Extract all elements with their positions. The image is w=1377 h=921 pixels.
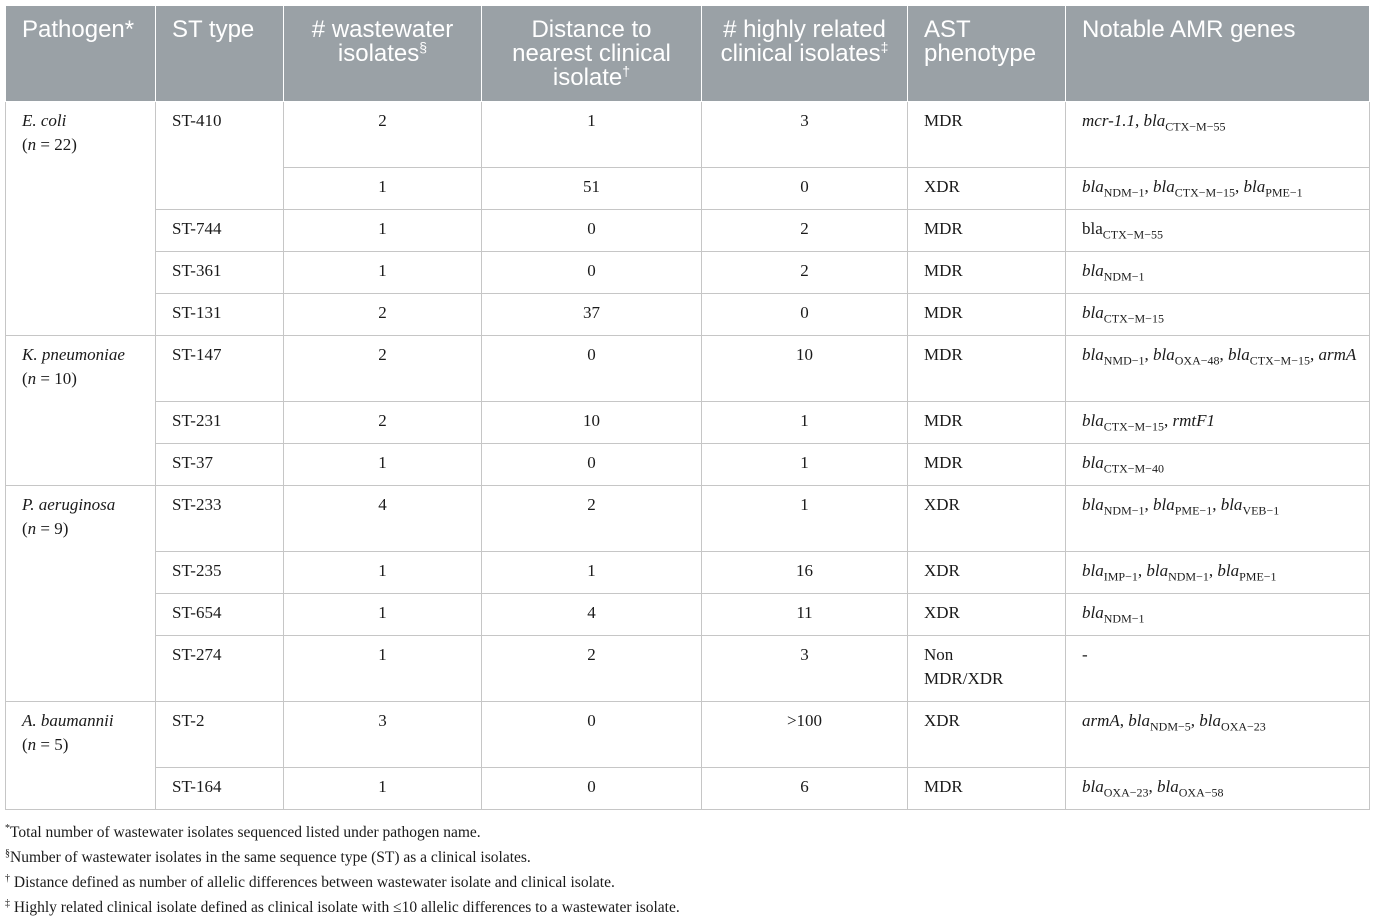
footnotes [5,820,1369,920]
amr-gene [1082,711,1120,730]
wastewater-count-cell: 2 [284,294,482,336]
amr-gene-base: bla [1153,345,1175,364]
amr-gene [1082,603,1145,626]
highly-related-cell: >100 [702,702,908,768]
amr-gene [1146,561,1209,584]
table-body [6,102,1370,810]
header-amr-genes: Notable AMR genes [1066,6,1370,102]
wastewater-count-cell: 1 [284,636,482,702]
amr-gene [1082,345,1145,368]
ast-phenotype-cell: Non MDR/XDR [908,636,1066,702]
amr-gene-subscript: NDM−5 [1150,719,1191,734]
amr-gene-base: bla [1082,411,1104,430]
amr-gene-subscript: CTX−M−15 [1103,311,1164,326]
table-row [6,294,1370,336]
pathogen-count: (n = 9) [22,519,69,538]
footnote [5,870,1369,895]
amr-gene-subscript: OXA−23 [1103,785,1149,800]
amr-genes-cell: mcr-1.1, bla$_{CTX-M-55}$ [1066,102,1370,168]
ast-phenotype-cell: MDR [908,402,1066,444]
header-st-type: ST type [156,6,284,102]
wastewater-count-cell: 1 [284,210,482,252]
header-wastewater-isolates: # wastewater isolates§ [284,6,482,102]
table-row [6,402,1370,444]
amr-genes-cell [1066,636,1370,702]
highly-related-cell: 0 [702,168,908,210]
amr-genes-cell: bla$_{NMD-1}$, bla$_{OXA-48}$, bla$_{CTX-M-15}$, armA [1066,336,1370,402]
amr-genes-cell [1066,210,1370,252]
wastewater-count-cell: 2 [284,336,482,402]
footnote-mark: ‡ [5,897,10,909]
amr-gene [1082,111,1135,130]
pathogen-name: P. aeruginosa [22,495,116,514]
st-type-cell: ST-164 [156,768,284,810]
highly-related-cell: 16 [702,552,908,594]
amr-gene [1128,711,1191,734]
amr-gene [1082,411,1164,434]
amr-gene-subscript: NDM−1 [1103,269,1145,284]
amr-gene-base: rmtF1 [1172,411,1215,430]
amr-gene-subscript: NDM−1 [1103,611,1145,626]
highly-related-cell: 1 [702,444,908,486]
ast-phenotype-cell: MDR [908,768,1066,810]
amr-gene-base: bla [1146,561,1169,580]
amr-gene [1082,219,1163,242]
ast-phenotype-cell: MDR [908,210,1066,252]
amr-genes-cell [1066,252,1370,294]
amr-gene-base: - [1082,645,1088,664]
amr-gene [1153,345,1220,368]
amr-genes-cell: bla$_{CTX-M-15}$, rmtF1 [1066,402,1370,444]
amr-gene [1157,777,1224,800]
wastewater-count-cell: 1 [284,768,482,810]
amr-gene-subscript: CTX−M−15 [1249,353,1310,368]
amr-gene-subscript: NDM−1 [1103,503,1145,518]
amr-gene-subscript: CTX−M−15 [1103,419,1164,434]
st-type-cell: ST-654 [156,594,284,636]
footnote-mark: * [5,822,10,834]
amr-genes-cell: bla$_{NDM-1}$, bla$_{CTX-M-15}$, bla$_{PME-1}$ [1066,168,1370,210]
table-row [6,336,1370,402]
footnote-text: Total number of wastewater isolates sequenced listed under pathogen name. [10,824,481,841]
amr-gene-subscript: CTX−M−55 [1165,119,1226,134]
amr-gene-base: bla [1128,711,1151,730]
ast-phenotype-cell: MDR [908,444,1066,486]
distance-cell: 0 [482,210,702,252]
wastewater-count-cell: 4 [284,486,482,552]
table-row [6,552,1370,594]
amr-gene-base: bla [1082,561,1104,580]
table-row [6,594,1370,636]
highly-related-cell: 10 [702,336,908,402]
highly-related-cell: 3 [702,102,908,168]
footnote [5,820,1369,845]
st-type-cell: ST-147 [156,336,284,402]
amr-gene [1082,177,1145,200]
header-distance: Distance to nearest clinical isolate† [482,6,702,102]
pathogen-name: A. baumannii [22,711,114,730]
ast-phenotype-cell: MDR [908,102,1066,168]
amr-gene [1217,561,1277,584]
distance-cell: 0 [482,336,702,402]
amr-gene-subscript: OXA−23 [1221,719,1266,734]
table-row [6,702,1370,768]
st-type-cell: ST-410 [156,102,284,210]
amr-gene [1082,303,1164,326]
table-row [6,486,1370,552]
amr-genes-cell: bla$_{IMP-1}$, bla$_{NDM-1}$, bla$_{PME-1}$ [1066,552,1370,594]
header-ast-phenotype: AST phenotype [908,6,1066,102]
amr-genes-cell [1066,444,1370,486]
distance-cell: 0 [482,702,702,768]
header-highly-related: # highly related clinical isolates‡ [702,6,908,102]
pathogen-cell [6,336,156,486]
st-type-cell: ST-744 [156,210,284,252]
amr-gene [1153,177,1235,200]
st-type-cell: ST-235 [156,552,284,594]
amr-gene-base: bla [1082,303,1104,322]
table-row [6,102,1370,168]
wastewater-count-cell: 1 [284,594,482,636]
amr-gene-subscript: NDM−1 [1103,185,1145,200]
amr-gene-subscript: PME−1 [1239,569,1277,584]
distance-cell: 10 [482,402,702,444]
distance-cell: 2 [482,486,702,552]
amr-gene [1153,495,1213,518]
highly-related-cell: 0 [702,294,908,336]
amr-gene-base: bla [1082,495,1104,514]
amr-gene [1172,411,1215,430]
highly-related-cell: 2 [702,252,908,294]
distance-cell: 1 [482,552,702,594]
footnote-mark: § [5,847,10,859]
amr-genes-cell: armA, bla$_{NDM-5}$, bla$_{OXA-23}$ [1066,702,1370,768]
ast-phenotype-cell: MDR [908,294,1066,336]
results-table [5,5,1370,810]
distance-cell: 0 [482,252,702,294]
wastewater-count-cell: 2 [284,402,482,444]
amr-gene-base: bla [1082,777,1104,796]
footnote-text: Number of wastewater isolates in the same sequence type (ST) as a clinical isolates. [10,849,531,866]
ast-phenotype-cell: MDR [908,252,1066,294]
st-type-cell: ST-2 [156,702,284,768]
ast-phenotype-cell: XDR [908,702,1066,768]
amr-gene [1199,711,1266,734]
wastewater-count-cell: 1 [284,168,482,210]
amr-gene-base: armA [1318,345,1357,364]
footnote-text: Distance defined as number of allelic differences between wastewater isolate and clinical isolate. [10,874,615,891]
amr-gene-base: bla [1217,561,1240,580]
ast-phenotype-cell: XDR [908,552,1066,594]
amr-gene-subscript: CTX−M−55 [1102,227,1163,242]
wastewater-count-cell: 2 [284,102,482,168]
amr-gene-base: bla [1082,219,1103,238]
highly-related-cell: 6 [702,768,908,810]
footnote [5,845,1369,870]
amr-gene [1082,495,1145,518]
pathogen-count: (n = 10) [22,369,77,388]
distance-cell: 37 [482,294,702,336]
amr-gene [1243,177,1303,200]
amr-gene [1082,777,1149,800]
footnote-mark: † [5,872,10,884]
amr-gene [1220,495,1280,518]
ast-phenotype-cell: MDR [908,336,1066,402]
amr-gene-subscript: PME−1 [1265,185,1303,200]
table-row [6,636,1370,702]
wastewater-count-cell: 1 [284,252,482,294]
ast-phenotype-cell: XDR [908,486,1066,552]
distance-cell: 0 [482,444,702,486]
highly-related-cell: 3 [702,636,908,702]
st-type-cell: ST-274 [156,636,284,702]
pathogen-count: (n = 22) [22,135,77,154]
table-row [6,768,1370,810]
pathogen-cell [6,702,156,810]
amr-gene-base: bla [1153,495,1175,514]
amr-gene [1228,345,1310,368]
wastewater-count-cell: 1 [284,444,482,486]
footnote-text: Highly related clinical isolate defined as clinical isolate with ≤10 allelic differences to a wastewater isolate. [10,899,680,916]
amr-genes-cell [1066,594,1370,636]
pathogen-count: (n = 5) [22,735,69,754]
amr-gene-base: bla [1153,177,1175,196]
distance-cell: 1 [482,102,702,168]
highly-related-cell: 1 [702,486,908,552]
distance-cell: 0 [482,768,702,810]
amr-gene-subscript: NMD−1 [1103,353,1145,368]
amr-gene-base: bla [1220,495,1243,514]
amr-gene-base: bla [1082,345,1104,364]
amr-gene [1318,345,1356,364]
amr-gene-base: bla [1082,177,1104,196]
pathogen-cell [6,486,156,702]
ast-phenotype-cell: XDR [908,594,1066,636]
wastewater-count-cell: 3 [284,702,482,768]
table-row [6,210,1370,252]
amr-gene [1082,645,1088,664]
amr-gene-base: armA [1082,711,1120,730]
amr-gene-base: bla [1157,777,1179,796]
st-type-cell: ST-131 [156,294,284,336]
distance-cell: 51 [482,168,702,210]
highly-related-cell: 2 [702,210,908,252]
distance-cell: 2 [482,636,702,702]
amr-gene-subscript: OXA−48 [1174,353,1220,368]
amr-gene [1082,453,1164,476]
amr-gene [1082,261,1145,284]
amr-gene-subscript: CTX−M−15 [1174,185,1235,200]
st-type-cell: ST-37 [156,444,284,486]
amr-gene-base: bla [1243,177,1266,196]
amr-gene-subscript: OXA−58 [1178,785,1224,800]
st-type-cell: ST-231 [156,402,284,444]
amr-gene-base: bla [1228,345,1250,364]
amr-gene-base: bla [1082,453,1104,472]
table-row [6,252,1370,294]
pathogen-cell [6,102,156,336]
highly-related-cell: 11 [702,594,908,636]
footnote [5,895,1369,920]
ast-phenotype-cell: XDR [908,168,1066,210]
amr-genes-cell [1066,294,1370,336]
wastewater-count-cell: 1 [284,552,482,594]
amr-gene-subscript: IMP−1 [1103,569,1138,584]
amr-gene-subscript: CTX−M−40 [1103,461,1164,476]
amr-gene-base: bla [1199,711,1222,730]
st-type-cell: ST-361 [156,252,284,294]
table-header-row [6,6,1370,102]
amr-gene-base: bla [1082,261,1104,280]
results-table-container [5,5,1369,810]
distance-cell: 4 [482,594,702,636]
amr-gene-subscript: VEB−1 [1242,503,1280,518]
table-row [6,444,1370,486]
amr-gene [1082,561,1138,584]
amr-genes-cell: bla$_{NDM-1}$, bla$_{PME-1}$, bla$_{VEB-1}$ [1066,486,1370,552]
header-pathogen: Pathogen* [6,6,156,102]
amr-gene-base: bla [1082,603,1104,622]
pathogen-name: E. coli [22,111,67,130]
highly-related-cell: 1 [702,402,908,444]
st-type-cell: ST-233 [156,486,284,552]
amr-gene-base: mcr-1.1 [1082,111,1136,130]
amr-gene-base: bla [1143,111,1166,130]
pathogen-name: K. pneumoniae [22,345,125,364]
amr-genes-cell: bla$_{OXA-23}$, bla$_{OXA-58}$ [1066,768,1370,810]
amr-gene-subscript: PME−1 [1174,503,1213,518]
amr-gene-subscript: NDM−1 [1168,569,1209,584]
